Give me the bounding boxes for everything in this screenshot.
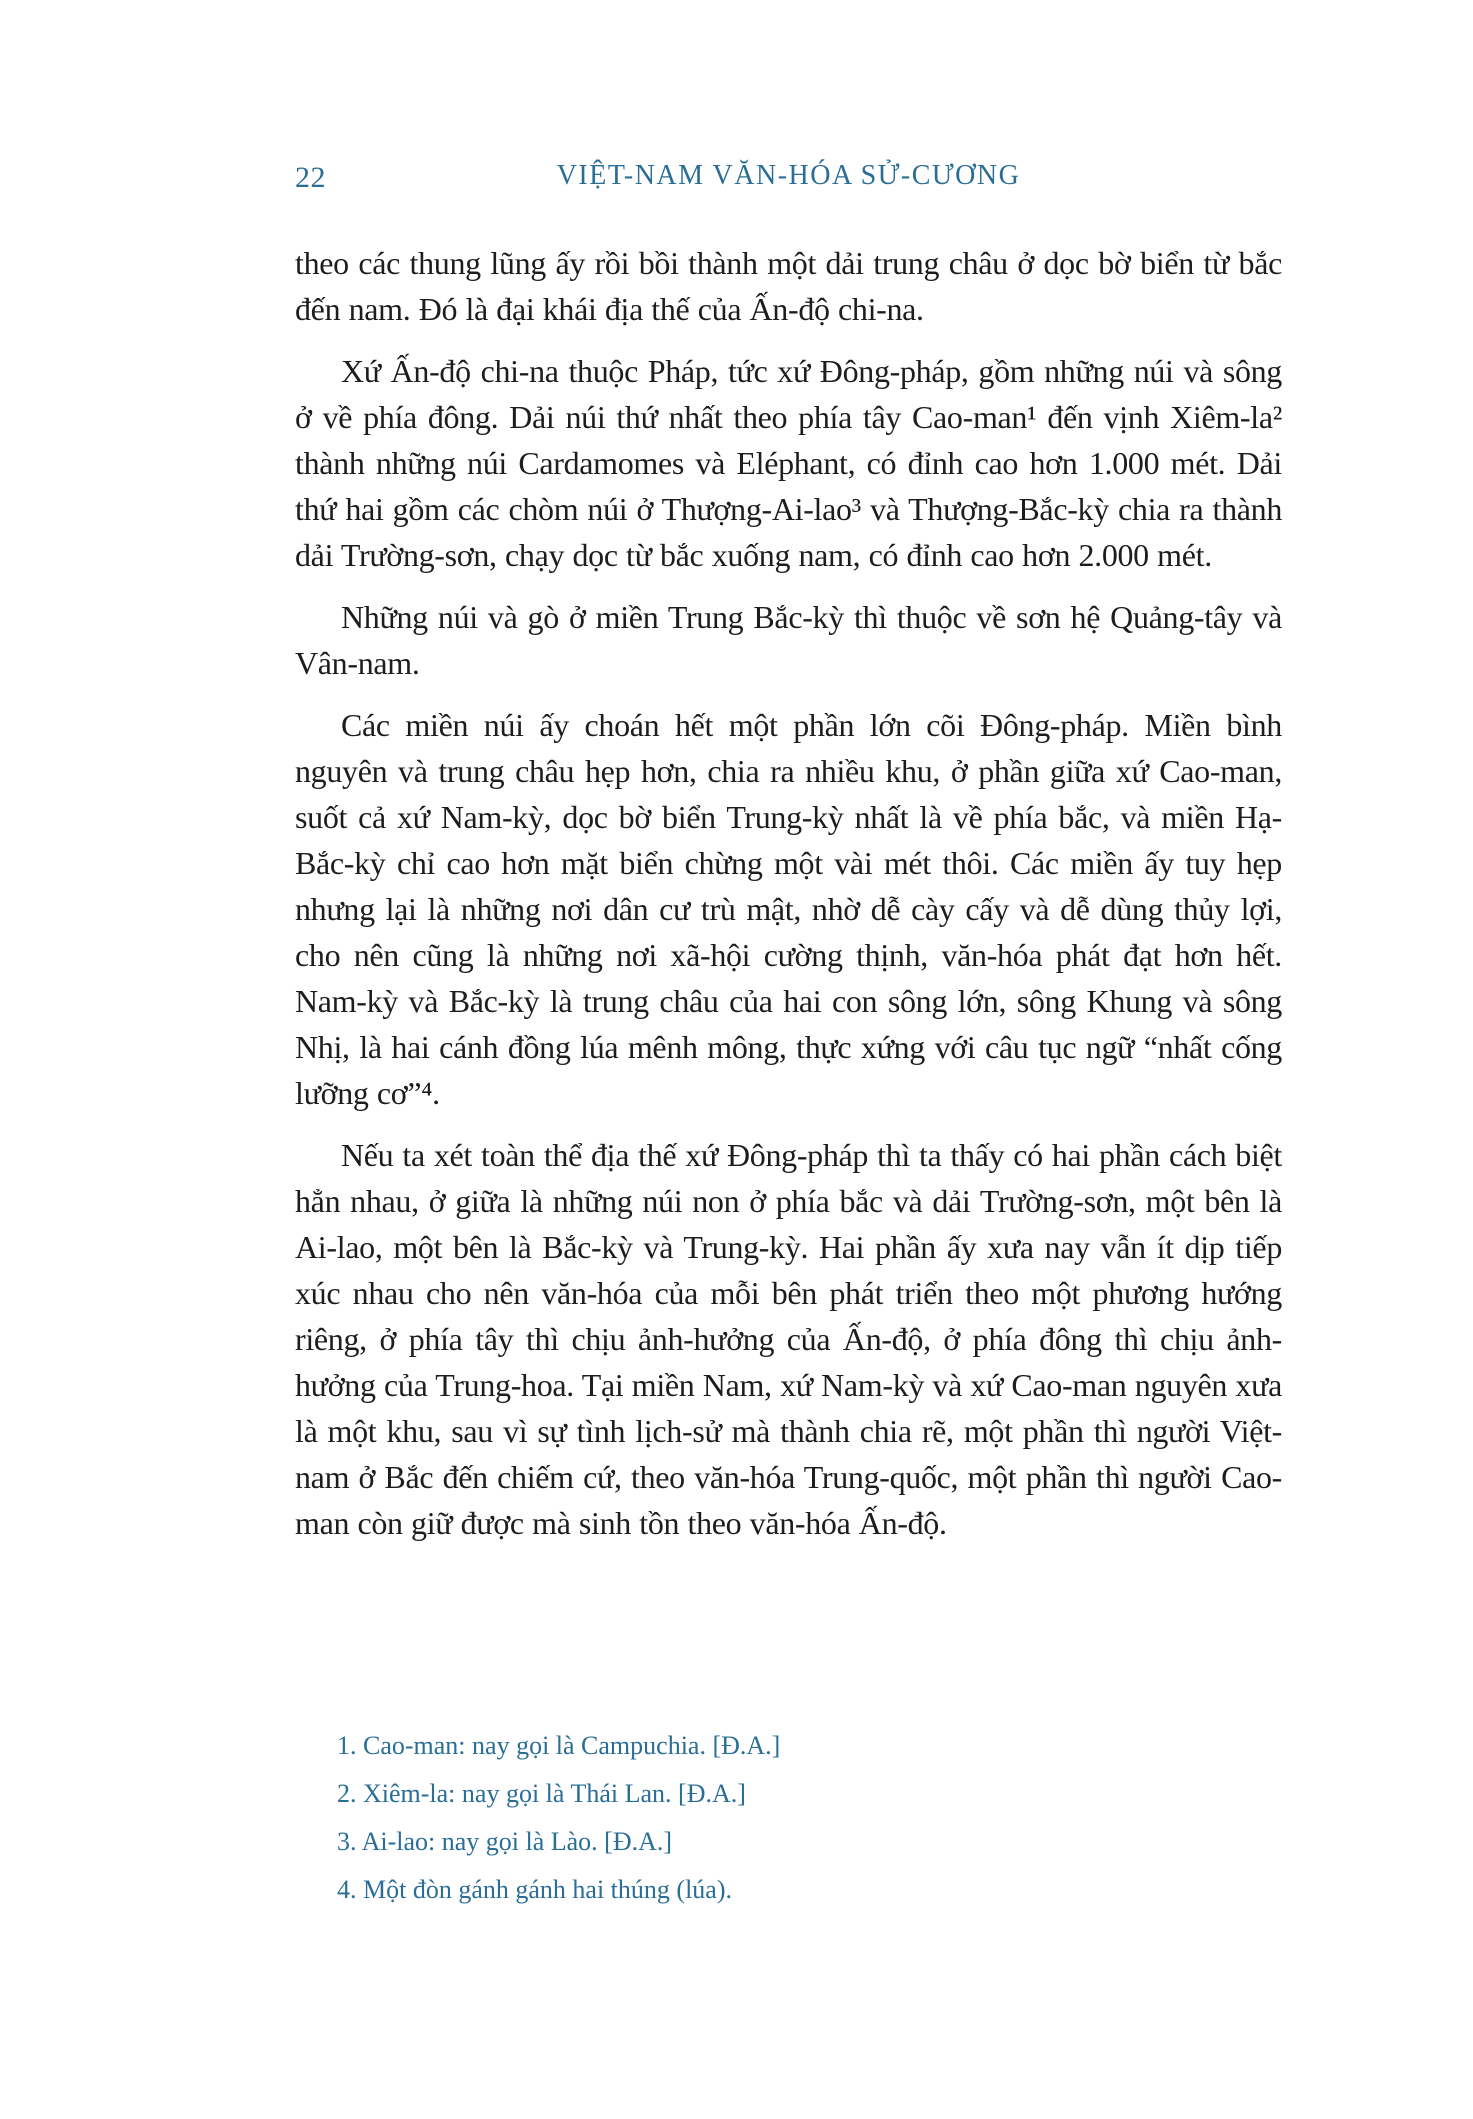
body-text <box>295 240 1282 1562</box>
page-number: 22 <box>295 161 326 194</box>
paragraph: Xứ Ấn-độ chi-na thuộc Pháp, tức xứ Đông-pháp, gồm những núi và sông ở về phía đông. Dải núi thứ nhất theo phía tây Cao-man¹ đến vịnh Xiêm-la² thành những núi Cardamomes và Eléphant, có đỉnh cao hơn 1.000 mét. Dải thứ hai gồm các chòm núi ở Thượng-Ai-lao³ và Thượng-Bắc-kỳ chia ra thành dải Trường-sơn, chạy dọc từ bắc xuống nam, có đỉnh cao hơn 2.000 mét. <box>295 353 1282 573</box>
footnote-item: 2. Xiêm-la: nay gọi là Thái Lan. [Đ.A.] <box>337 1779 746 1808</box>
paragraph: Những núi và gò ở miền Trung Bắc-kỳ thì thuộc về sơn hệ Quảng-tây và Vân-nam. <box>295 599 1282 681</box>
running-header <box>295 160 1282 200</box>
paragraph: Các miền núi ấy choán hết một phần lớn cõi Đông-pháp. Miền bình nguyên và trung châu hẹp hơn, chia ra nhiều khu, ở phần giữa xứ Cao-man, suốt cả xứ Nam-kỳ, dọc bờ biển Trung-kỳ nhất là về phía bắc, và miền Hạ-Bắc-kỳ chỉ cao hơn mặt biển chừng một vài mét thôi. Các miền ấy tuy hẹp nhưng lại là những nơi dân cư trù mật, nhờ dễ cày cấy và dễ dùng thủy lợi, cho nên cũng là những nơi xã-hội cường thịnh, văn-hóa phát đạt hơn hết. Nam-kỳ và Bắc-kỳ là trung châu của hai con sông lớn, sông Khung và sông Nhị, là hai cánh đồng lúa mênh mông, thực xứng với câu tục ngữ “nhất cống lưỡng cơ”⁴. <box>295 707 1282 1111</box>
footnote-item: 4. Một đòn gánh gánh hai thúng (lúa). <box>337 1875 732 1904</box>
footnote-item: 1. Cao-man: nay gọi là Campuchia. [Đ.A.] <box>337 1731 781 1760</box>
footnotes <box>337 1722 1237 1914</box>
footnote-item: 3. Ai-lao: nay gọi là Lào. [Đ.A.] <box>337 1827 673 1856</box>
running-title: VIỆT-NAM VĂN-HÓA SỬ-CƯƠNG <box>556 160 1021 191</box>
paragraph: Nếu ta xét toàn thể địa thế xứ Đông-pháp thì ta thấy có hai phần cách biệt hẳn nhau, ở giữa là những núi non ở phía bắc và dải Trường-sơn, một bên là Ai-lao, một bên là Bắc-kỳ và Trung-kỳ. Hai phần ấy xưa nay vẫn ít dịp tiếp xúc nhau cho nên văn-hóa của mỗi bên phát triển theo một phương hướng riêng, ở phía tây thì chịu ảnh-hưởng của Ấn-độ, ở phía đông thì chịu ảnh-hưởng của Trung-hoa. Tại miền Nam, xứ Nam-kỳ và xứ Cao-man nguyên xưa là một khu, sau vì sự tình lịch-sử mà thành chia rẽ, một phần thì người Việt-nam ở Bắc đến chiếm cứ, theo văn-hóa Trung-quốc, một phần thì người Cao-man còn giữ được mà sinh tồn theo văn-hóa Ấn-độ. <box>295 1137 1282 1541</box>
paragraph: theo các thung lũng ấy rồi bồi thành một dải trung châu ở dọc bờ biển từ bắc đến nam. Đó là đại khái địa thế của Ấn-độ chi-na. <box>295 245 1282 327</box>
